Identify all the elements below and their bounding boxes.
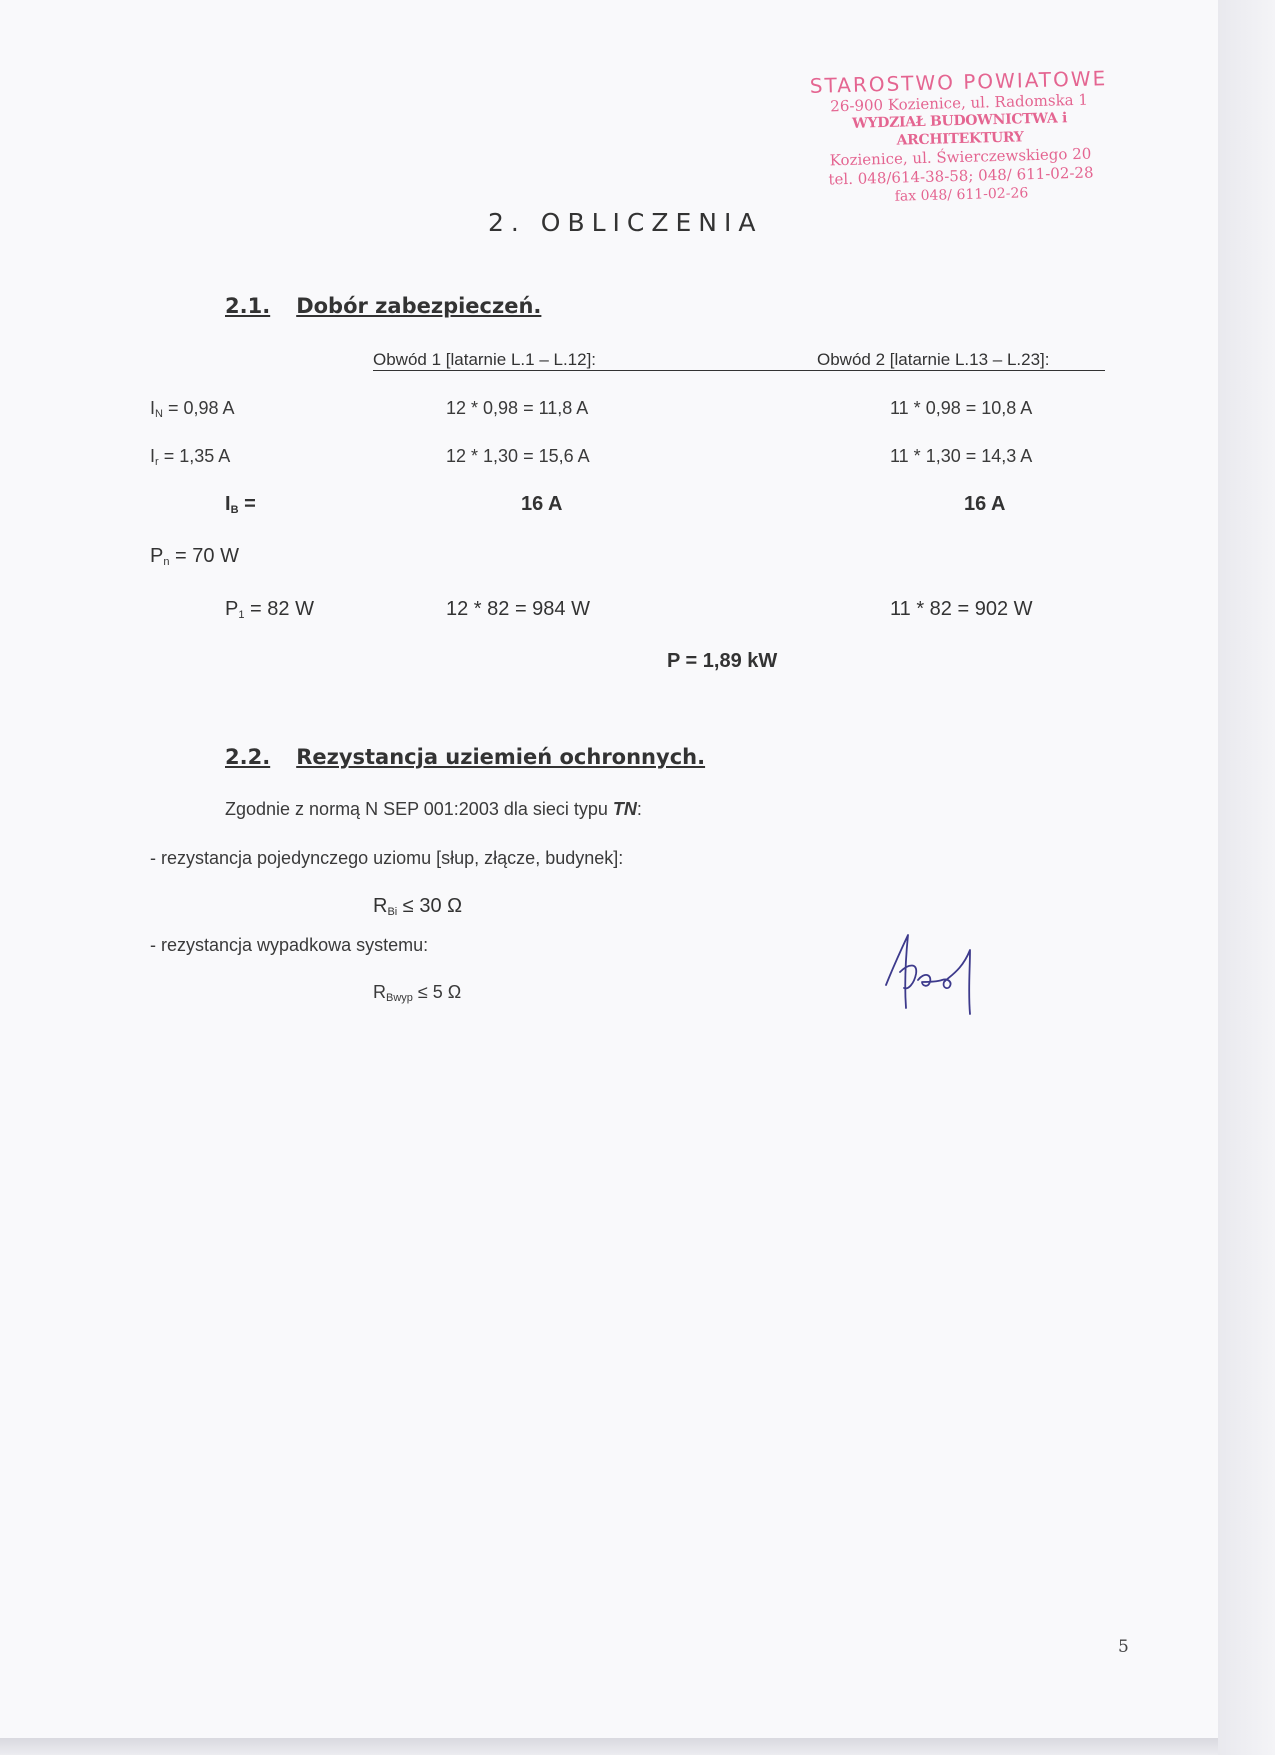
section-heading-2-1 [225,294,541,318]
page-title: 2. OBLICZENIA [488,208,763,237]
p1-circuit-2: 11 * 82 = 902 W [890,598,1033,620]
section-title: Dobór zabezpieczeń. [296,294,542,318]
item-single-earthing: - rezystancja pojedynczego uziomu [słup, złącze, budynek]: [150,848,624,868]
stamp-line-1: STAROSTWO POWIATOWE [809,66,1108,98]
total-power: P = 1,89 kW [667,650,778,672]
scan-edge-bottom [0,1738,1218,1755]
in-label: $I_N = 0,98$ A [150,398,235,420]
header-rule [373,370,1105,371]
ir-circuit-1: 12 * 1,30 = 15,6 A [446,446,590,466]
circuit-2-header: Obwód 2 [latarnie L.13 – L.23]: [817,350,1050,369]
section-number: 2.2. [225,745,271,769]
pn-label: $P_n = 70$ W [150,545,239,568]
in-circuit-1: 12 * 0,98 = 11,8 A [446,398,589,418]
rbi-formula: $R_{Bi} \le 30$ Ω [373,895,463,918]
ib-circuit-1: 16 A [521,493,563,515]
section-heading-2-2 [225,745,705,769]
stamp-line-2: 26-900 Kozienice, ul. Radomska 1 [830,90,1089,116]
norm-intro: Zgodnie z normą N SEP 001:2003 dla sieci typu TN: [225,799,642,819]
p1-circuit-1: 12 * 82 = 984 W [446,598,590,620]
stamp-line-3: WYDZIAŁ BUDOWNICTWA i ARCHITEKTURY [851,110,1068,149]
page-number: 5 [1118,1637,1129,1657]
stamp-line-6: fax 048/ 611-02-26 [894,185,1029,205]
stamp-line-5: tel. 048/614-38-58; 048/ 611-02-28 [828,163,1094,189]
in-circuit-2: 11 * 0,98 = 10,8 A [890,398,1033,418]
ir-circuit-2: 11 * 1,30 = 14,3 A [890,446,1033,466]
ib-label: $I_B$ = [225,493,256,516]
item-system-earthing: - rezystancja wypadkowa systemu: [150,935,429,955]
scan-edge-right [1218,0,1275,1755]
circuit-1-header: Obwód 1 [latarnie L.1 – L.12]: [373,350,597,369]
ib-circuit-2: 16 A [964,493,1006,515]
section-number: 2.1. [225,294,271,318]
rbwyp-formula: $R_{Bwyp} \le 5$ Ω [373,982,462,1004]
ir-label: $I_r = 1,35$ A [150,446,231,468]
handwritten-signature [878,930,988,1020]
p1-label: $P_1 = 82$ W [225,598,314,621]
office-stamp [788,66,1131,209]
section-title: Rezystancja uziemień ochronnych. [296,745,706,769]
stamp-line-4: Kozienice, ul. Świerczewskiego 20 [829,144,1092,170]
